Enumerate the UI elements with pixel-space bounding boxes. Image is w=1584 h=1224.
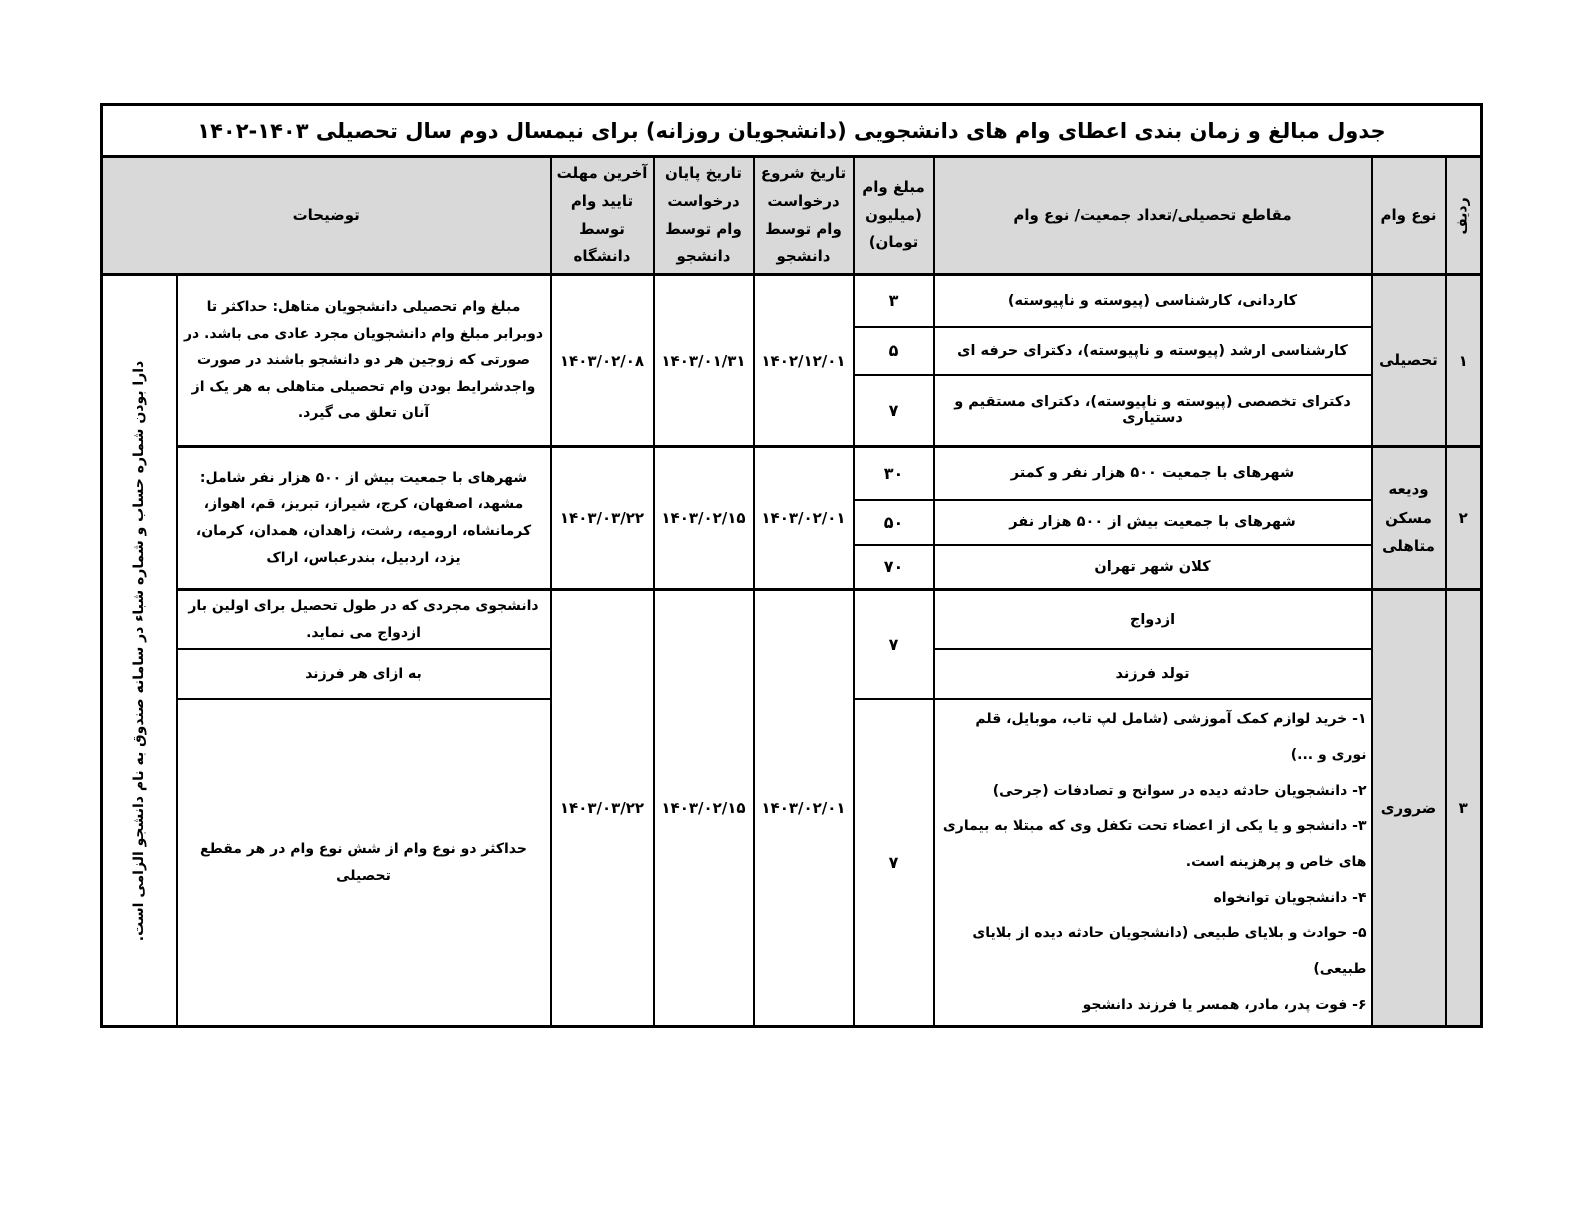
list-item: ۶- فوت پدر، مادر، همسر یا فرزند دانشجو (1082, 996, 1367, 1013)
header-start-date: تاریخ شروع درخواست وام توسط دانشجو (754, 157, 854, 275)
loan-type-cell: تحصیلی (1372, 275, 1446, 447)
row-no-cell: ۱ (1446, 275, 1482, 447)
list-item: ۴- دانشجویان توانخواه (1213, 889, 1367, 906)
amount-cell: ۷ (854, 590, 934, 700)
amount-cell: ۷ (854, 699, 934, 1027)
vertical-note-cell (101, 275, 176, 1027)
loan-type-cell: ضروری (1372, 590, 1446, 1027)
header-degree: مقاطع تحصیلی/تعداد جمعیت/ نوع وام (934, 157, 1372, 275)
header-notes: توضیحات (101, 157, 550, 275)
amount-cell: ۳۰ (854, 447, 934, 500)
degree-cell: شهرهای با جمعیت بیش از ۵۰۰ هزار نفر (934, 500, 1372, 545)
essential-loan-list-cell (934, 699, 1372, 1027)
row-no-cell: ۲ (1446, 447, 1482, 590)
list-item: ۵- حوادث و بلایای طبیعی (دانشجویان حادثه دیده از بلایای طبیعی) (972, 925, 1367, 977)
degree-cell: کلان شهر تهران (934, 545, 1372, 590)
approve-deadline-cell: ۱۴۰۳/۰۲/۰۸ (551, 275, 654, 447)
amount-cell: ۵ (854, 327, 934, 375)
vertical-note-text: دارا بودن شماره حساب و شماره شباء در سامانه صندوق به نام دانشجو الزامی است. (131, 360, 148, 941)
end-date-cell: ۱۴۰۳/۰۲/۱۵ (654, 590, 754, 1027)
start-date-cell: ۱۴۰۲/۱۲/۰۱ (754, 275, 854, 447)
header-row-no (1446, 157, 1482, 275)
header-amount: مبلغ وام (میلیون تومان) (854, 157, 934, 275)
end-date-cell: ۱۴۰۳/۰۱/۳۱ (654, 275, 754, 447)
loan-type-cell: ودیعه مسکن متاهلی (1372, 447, 1446, 590)
degree-cell: شهرهای با جمعیت ۵۰۰ هزار نفر و کمتر (934, 447, 1372, 500)
loan-schedule-table (100, 103, 1483, 1028)
end-date-cell: ۱۴۰۳/۰۲/۱۵ (654, 447, 754, 590)
header-approve-deadline: آخرین مهلت تایید وام توسط دانشگاه (551, 157, 654, 275)
degree-cell: کارشناسی ارشد (پیوسته و ناپیوسته)، دکترای حرفه ای (934, 327, 1372, 375)
vertical-note-wrap (107, 301, 172, 1001)
degree-cell: دکترای تخصصی (پیوسته و ناپیوسته)، دکترای مستقیم و دستیاری (934, 375, 1372, 447)
note-cell: به ازای هر فرزند (177, 649, 551, 699)
list-item: ۳- دانشجو و یا یکی از اعضاء تحت تکفل وی که مبتلا به بیماری های خاص و پرهزینه است. (942, 818, 1367, 870)
row-no-cell: ۳ (1446, 590, 1482, 1027)
list-item: ۱- خرید لوازم کمک آموزشی (شامل لپ تاب، موبایل، قلم نوری و ...) (975, 711, 1367, 763)
degree-cell: تولد فرزند (934, 649, 1372, 699)
amount-cell: ۷۰ (854, 545, 934, 590)
row-no-rotated-wrap (1451, 171, 1477, 261)
amount-cell: ۵۰ (854, 500, 934, 545)
note-cell: دانشجوی مجردی که در طول تحصیل برای اولین بار ازدواج می نماید. (177, 590, 551, 650)
amount-cell: ۳ (854, 275, 934, 327)
list-item: ۲- دانشجویان حادثه دیده در سوانح و تصادفات (جرحی) (992, 782, 1367, 799)
note-cell: حداکثر دو نوع وام از شش نوع وام در هر مقطع تحصیلی (177, 699, 551, 1027)
row-no-label: ردیف (1454, 196, 1471, 235)
degree-cell: ازدواج (934, 590, 1372, 650)
header-loan-type: نوع وام (1372, 157, 1446, 275)
page-title: جدول مبالغ و زمان بندی اعطای وام های دانشجویی (دانشجویان روزانه) برای نیمسال دوم سال تحصیلی ۱۴۰۳-۱۴۰۲ (101, 105, 1481, 157)
start-date-cell: ۱۴۰۳/۰۲/۰۱ (754, 590, 854, 1027)
amount-cell: ۷ (854, 375, 934, 447)
degree-cell: کاردانی، کارشناسی (پیوسته و ناپیوسته) (934, 275, 1372, 327)
approve-deadline-cell: ۱۴۰۳/۰۳/۲۲ (551, 447, 654, 590)
note-cell: شهرهای با جمعیت بیش از ۵۰۰ هزار نفر شامل: مشهد، اصفهان، کرج، شیراز، تبریز، قم، اهواز، کرمانشاه، ارومیه، رشت، زاهدان، همدان، کرمان، یزد، اردبیل، بندرعباس، اراک (177, 447, 551, 590)
approve-deadline-cell: ۱۴۰۳/۰۳/۲۲ (551, 590, 654, 1027)
note-cell: مبلغ وام تحصیلی دانشجویان متاهل: حداکثر تا دوبرابر مبلغ وام دانشجویان مجرد عادی می باشد. در صورتی که زوجین هر دو دانشجو باشند در صورت واجدشرایط بودن وام تحصیلی متاهلی به هر یک از آنان تعلق می گیرد. (177, 275, 551, 447)
start-date-cell: ۱۴۰۳/۰۲/۰۱ (754, 447, 854, 590)
header-end-date: تاریخ پایان درخواست وام توسط دانشجو (654, 157, 754, 275)
